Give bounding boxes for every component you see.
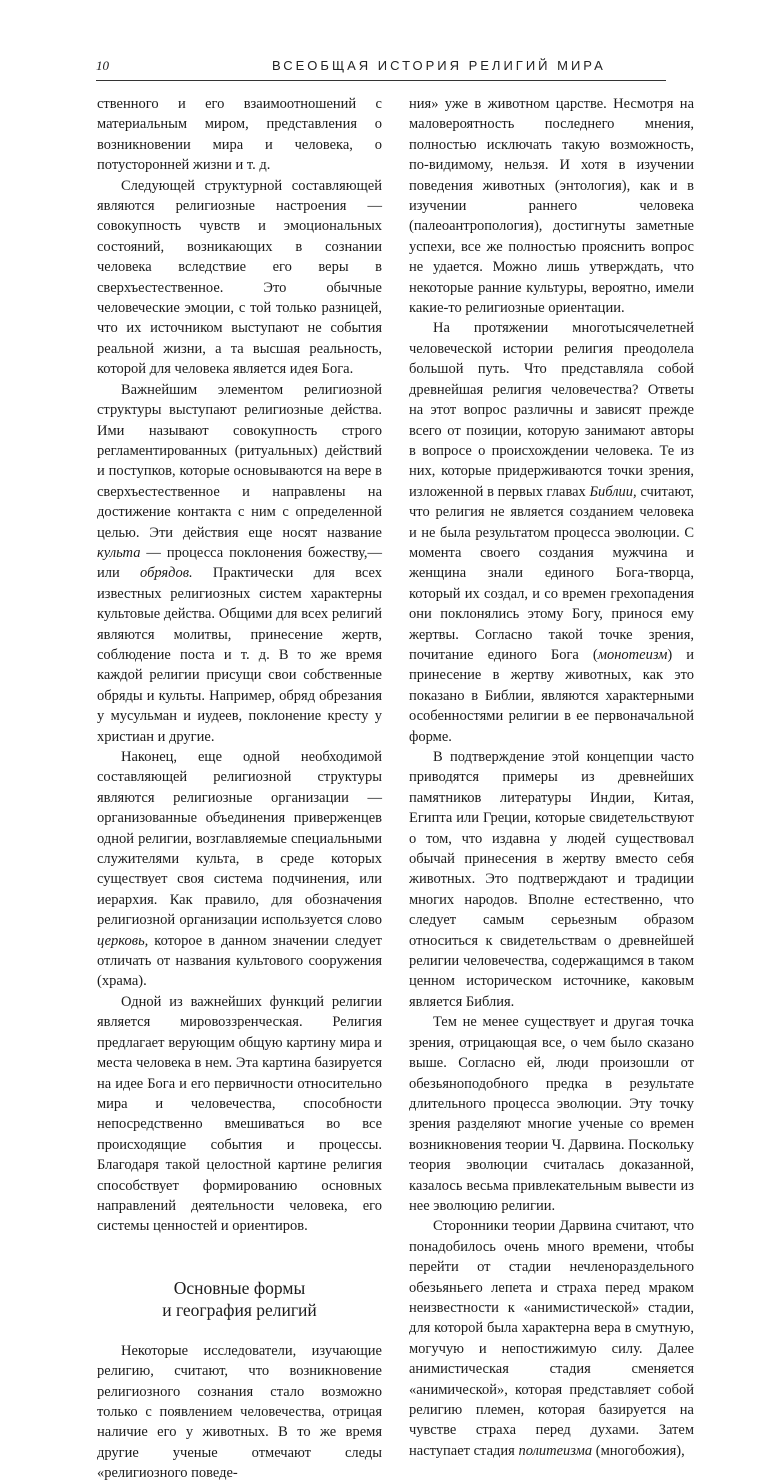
- paragraph: В подтверждение этой концепции часто приводятся примеры из древнейших памятников литературы Индии, Китая, Египта или Греции, которые свидетельствуют о том, что издавна у людей существовал обычай принесения в жертву вместо себя животных. Это подтверждают и традиции многих народов. Вполне естественно, что следует самым серьезным образом относиться к свидетельствам о древнейшей религии человечества, содержащимся в таком ценном историческом источнике, каковым является Библия.: [409, 749, 694, 1010]
- right-column: [409, 94, 694, 1461]
- paragraph: Наконец, еще одной необходимой составляющей религиозной структуры являются религиозные организации — организованные объединения приверженцев одной религии, возглавляемые специальными служителями культа, в среде которых существует своя система подчинения, или иерархия. Как правило, для обозначения религиозной организации используется слово церковь, которое в данном значении следует отличать от названия культового сооружения (храма).: [97, 749, 382, 990]
- paragraph: Следующей структурной составляющей являются религиозные настроения — совокупность чувств и эмоциональных состояний, возникающих в сознании человека вследствие его веры в сверхъестественное. Это обычные человеческие эмоции, с той только разницей, что их источником выступают не события реальной жизни, а та высшая реальность, которой для человека является идея Бога.: [97, 177, 382, 378]
- page-header: [96, 56, 666, 78]
- header-rule: [96, 80, 666, 81]
- paragraph: Тем не менее существует и другая точка зрения, отрицающая все, о чем было сказано выше. Согласно ей, люди произошли от обезьяноподобного предка в результате длительного процесса эволюции. Эту точку зрения разделяют многие ученые со времен возникновения теории Ч. Дарвина. Поскольку теория эволюции считалась доказанной, казалось весьма привлекательным вывести из нее эволюцию религии.: [409, 1014, 694, 1214]
- left-column: [97, 94, 382, 1484]
- paragraph: ственного и его взаимоотношений с материальным миром, представления о возникновении мира и человека, о потусторонней жизни и т. д.: [97, 96, 382, 174]
- paragraph: Важнейшим элементом религиозной структуры выступают религиозные действа. Ими называют совокупность строго регламентированных (ритуальных) действий и поступков, которые основываются на вере в сверхъестественное и направлены на достижение контакта с ним с определенной целью. Эти действия еще носят название культа — процесса поклонения божеству,— или обрядов. Практически для всех известных религиозных систем характерны культовые действа. Общими для всех религий являются молитвы, принесение жертв, соблюдение поста и т. д. В то же время каждой религии присущи свои собственные обряды и культы. Например, обряд обрезания у мусульман и иудеев, поклонение кресту у христиан и другие.: [97, 381, 382, 745]
- section-heading: Основные формы и география религий: [162, 1277, 317, 1320]
- running-title: ВСЕОБЩАЯ ИСТОРИЯ РЕЛИГИЙ МИРА: [272, 58, 606, 73]
- page-number: 10: [96, 58, 109, 73]
- paragraph: Сторонники теории Дарвина считают, что понадобилось очень много времени, чтобы перейти от стадии нечленораздельного обезьяньего лепета и страха перед мраком неизвестности к «анимистической» стадии, для которой была характерна вера в смутную, могучую и непостижимую силу. Далее анимистическая стадия сменяется «анимической», которая представляет собой религию племен, которая базируется на чувстве страха перед духами. Затем наступает стадия политеизма (многобожия),: [409, 1218, 694, 1459]
- paragraph: На протяжении многотысячелетней человеческой истории религия преодолела большой путь. Что представляла собой древнейшая религия человечества? Ответы на этот вопрос различны и зависят прежде всего от позиции, которую занимают авторы в вопросе о происхождении человека. Те из них, которые придерживаются точки зрения, изложенной в первых главах Библии, считают, что религия не является созданием человека и не была результатом процесса эволюции. С момента своего создания мужчина и женщина знали единого Бога-творца, который их создал, и со времен грехопадения они поклонялись этому Богу, принося ему жертвы. Согласно такой точке зрения, почитание единого Бога (монотеизм) и принесение в жертву животных, как это показано в Библии, являются характерными особенностями религии в ее первоначальной форме.: [409, 320, 694, 745]
- paragraph: ния» уже в животном царстве. Несмотря на маловероятность последнего мнения, полностью исключать такую возможность, по-видимому, нельзя. И хотя в изучении поведения животных (энтология), как и в изучении раннего человека (палеоантропология), достигнуты заметные успехи, все же полностью прояснить вопрос не удается. Можно лишь утверждать, что некоторые ранние культуры, вероятно, имели какие-то религиозные ориентации.: [409, 96, 694, 317]
- paragraph: Некоторые исследователи, изучающие религию, считают, что возникновение религиозного сознания стало возможно только с появлением человечества, отрицая наличие его у животных. В то же время другие ученые отмечают следы «религиозного поведе-: [97, 1342, 382, 1482]
- paragraph: Одной из важнейших функций религии является мировоззренческая. Религия предлагает верующим общую картину мира и места человека в нем. Эта картина базируется на идее Бога и его первичности относительно мира и человечества, способности непосредственно вмешиваться во все происходящие события и процессы. Благодаря такой целостной картине религия способствует формированию основных направлений деятельности человека, его системы ценностей и ориентиров.: [97, 993, 382, 1235]
